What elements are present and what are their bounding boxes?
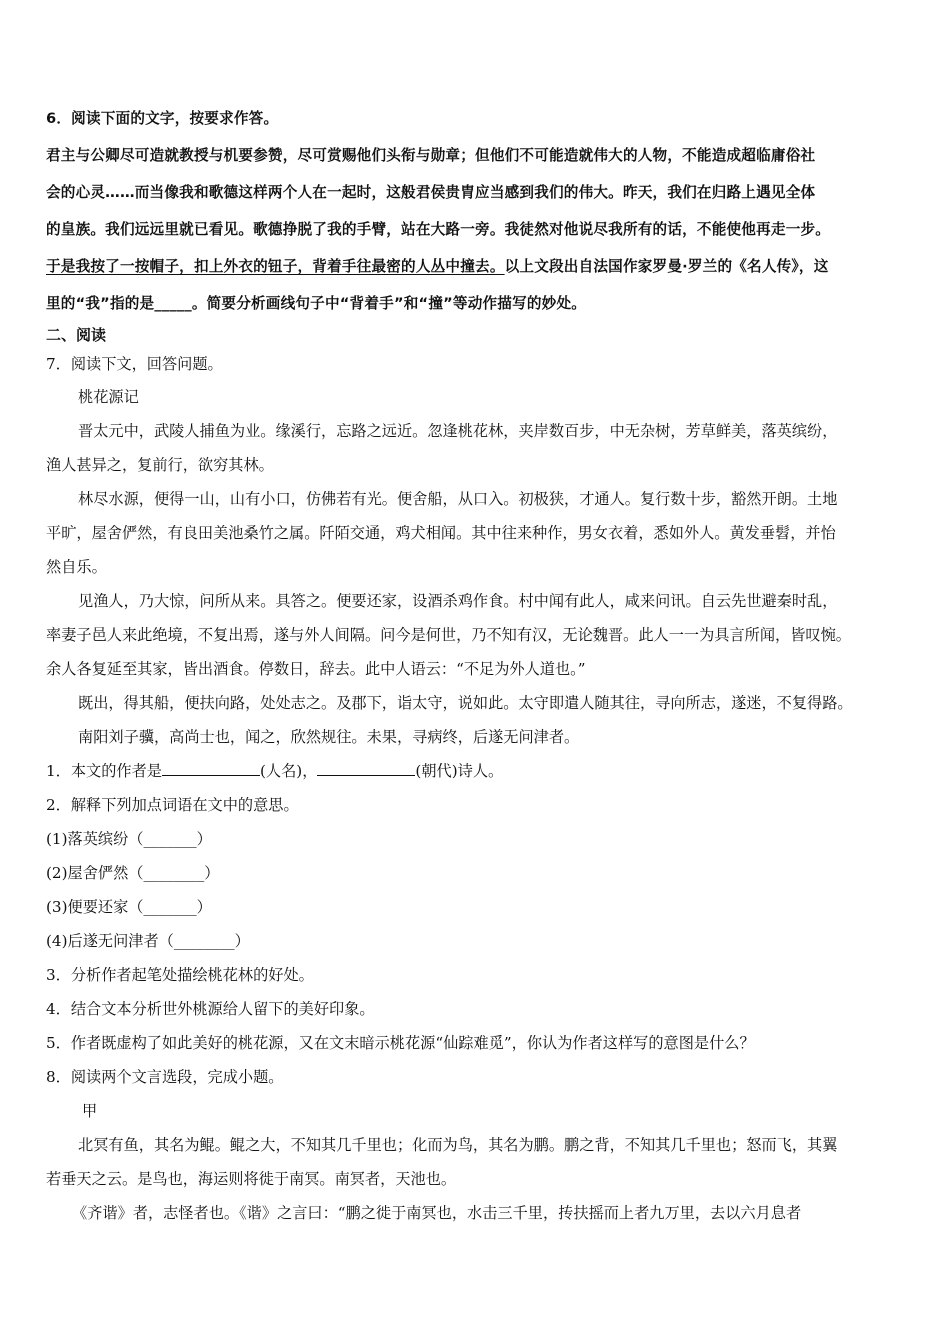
q6-line: 君主与公卿尽可造就教授与机要参赞，尽可赏赐他们头衔与勋章；但他们不可能造就伟大的人物，不能造成超临庸俗社: [46, 147, 816, 164]
q7-sub2: 2．解释下列加点词语在文中的意思。: [46, 796, 299, 814]
document-page: [46, 100, 910, 1230]
q6-line: 的皇族。我们远远里就已看见。歌德挣脱了我的手臂，站在大路一旁。我徒然对他说尽我所有的话，不能使他再走一步。: [46, 221, 831, 238]
passage-line: 平旷，屋舍俨然，有良田美池桑竹之属。阡陌交通，鸡犬相闻。其中往来种作，男女衣着，悉如外人。黄发垂髫，并怡: [46, 524, 836, 542]
q7-sub1-suffix: (朝代)诗人。: [415, 762, 504, 780]
passage-line: 然自乐。: [46, 558, 107, 576]
q7-item: (3)便要还家（_______）: [46, 898, 212, 916]
answer-blank[interactable]: [162, 775, 260, 776]
q6-line: [46, 248, 910, 285]
q7-sub3: 3．分析作者起笔处描绘桃花林的好处。: [46, 966, 314, 984]
passage-line: 见渔人，乃大惊，问所从来。具答之。便要还家，设酒杀鸡作食。村中闻有此人，咸来问讯。自云先世避秦时乱，: [78, 592, 838, 610]
underlined-sentence: 于是我按了一按帽子，扣上外衣的钮子，背着手往最密的人丛中撞去。: [46, 258, 505, 275]
q7-item: (2)屋舍俨然（________）: [46, 864, 220, 882]
q7-title: 7．阅读下文，回答问题。: [46, 355, 223, 373]
q7-item: (1)落英缤纷（_______）: [46, 830, 212, 848]
passage-title: 桃花源记: [78, 388, 139, 406]
passage-line: 既出，得其船，便扶向路，处处志之。及郡下，诣太守，说如此。太守即遣人随其往，寻向所志，遂迷，不复得路。: [78, 694, 853, 712]
section-heading: 二、阅读: [46, 326, 107, 344]
passage-line: 若垂天之云。是鸟也，海运则将徙于南冥。南冥者，天池也。: [46, 1170, 457, 1188]
q7-sub4: 4．结合文本分析世外桃源给人留下的美好印象。: [46, 1000, 375, 1018]
q7-sub1-mid: (人名)，: [259, 762, 318, 780]
passage-line: 北冥有鱼，其名为鲲。鲲之大，不知其几千里也；化而为鸟，其名为鹏。鹏之背，不知其几千里也；怒而飞，其翼: [78, 1136, 838, 1154]
q7-item: (4)后遂无问津者（________）: [46, 932, 250, 950]
passage-line: 余人各复延至其家，皆出酒食。停数日，辞去。此中人语云：“不足为外人道也。”: [46, 660, 586, 678]
q8-title: 8．阅读两个文言选段，完成小题。: [46, 1068, 284, 1086]
passage-line: 渔人甚异之，复前行，欲穷其林。: [46, 456, 274, 474]
q7-sub1: [46, 754, 910, 788]
answer-blank[interactable]: [317, 775, 415, 776]
passage-line: 南阳刘子骥，高尚士也，闻之，欣然规往。未果，寻病终，后遂无问津者。: [78, 728, 580, 746]
passage-line: 率妻子邑人来此绝境，不复出焉，遂与外人间隔。问今是何世，乃不知有汉，无论魏晋。此人一一为具言所闻，皆叹惋。: [46, 626, 851, 644]
passage-line: 林尽水源，便得一山，山有小口，仿佛若有光。便舍船，从口入。初极狭，才通人。复行数十步，豁然开朗。土地: [78, 490, 838, 508]
q7-sub5: 5．作者既虚构了如此美好的桃花源，又在文末暗示桃花源“仙踪难觅”，你认为作者这样写的意图是什么？: [46, 1034, 755, 1052]
q6-line: 里的“我”指的是_____。简要分析画线句子中“背着手”和“撞”等动作描写的妙处。: [46, 295, 587, 312]
passage-line: 晋太元中，武陵人捕鱼为业。缘溪行，忘路之远近。忽逢桃花林，夹岸数百步，中无杂树，芳草鲜美，落英缤纷，: [78, 422, 838, 440]
q6-title: 6．阅读下面的文字，按要求作答。: [46, 110, 279, 127]
excerpt-label: 甲: [82, 1102, 98, 1120]
q7-sub1-prefix: 1．本文的作者是: [46, 762, 162, 780]
q6-line: 会的心灵……而当像我和歌德这样两个人在一起时，这般君侯贵胄应当感到我们的伟大。昨天，我们在归路上遇见全体: [46, 184, 816, 201]
passage-line: 《齐谐》者，志怪者也。《谐》之言曰：“鹏之徙于南冥也，水击三千里，抟扶摇而上者九万里，去以六月息者: [72, 1204, 802, 1222]
q6-line-rest: 以上文段出自法国作家罗曼·罗兰的《名人传》，这: [504, 258, 829, 275]
